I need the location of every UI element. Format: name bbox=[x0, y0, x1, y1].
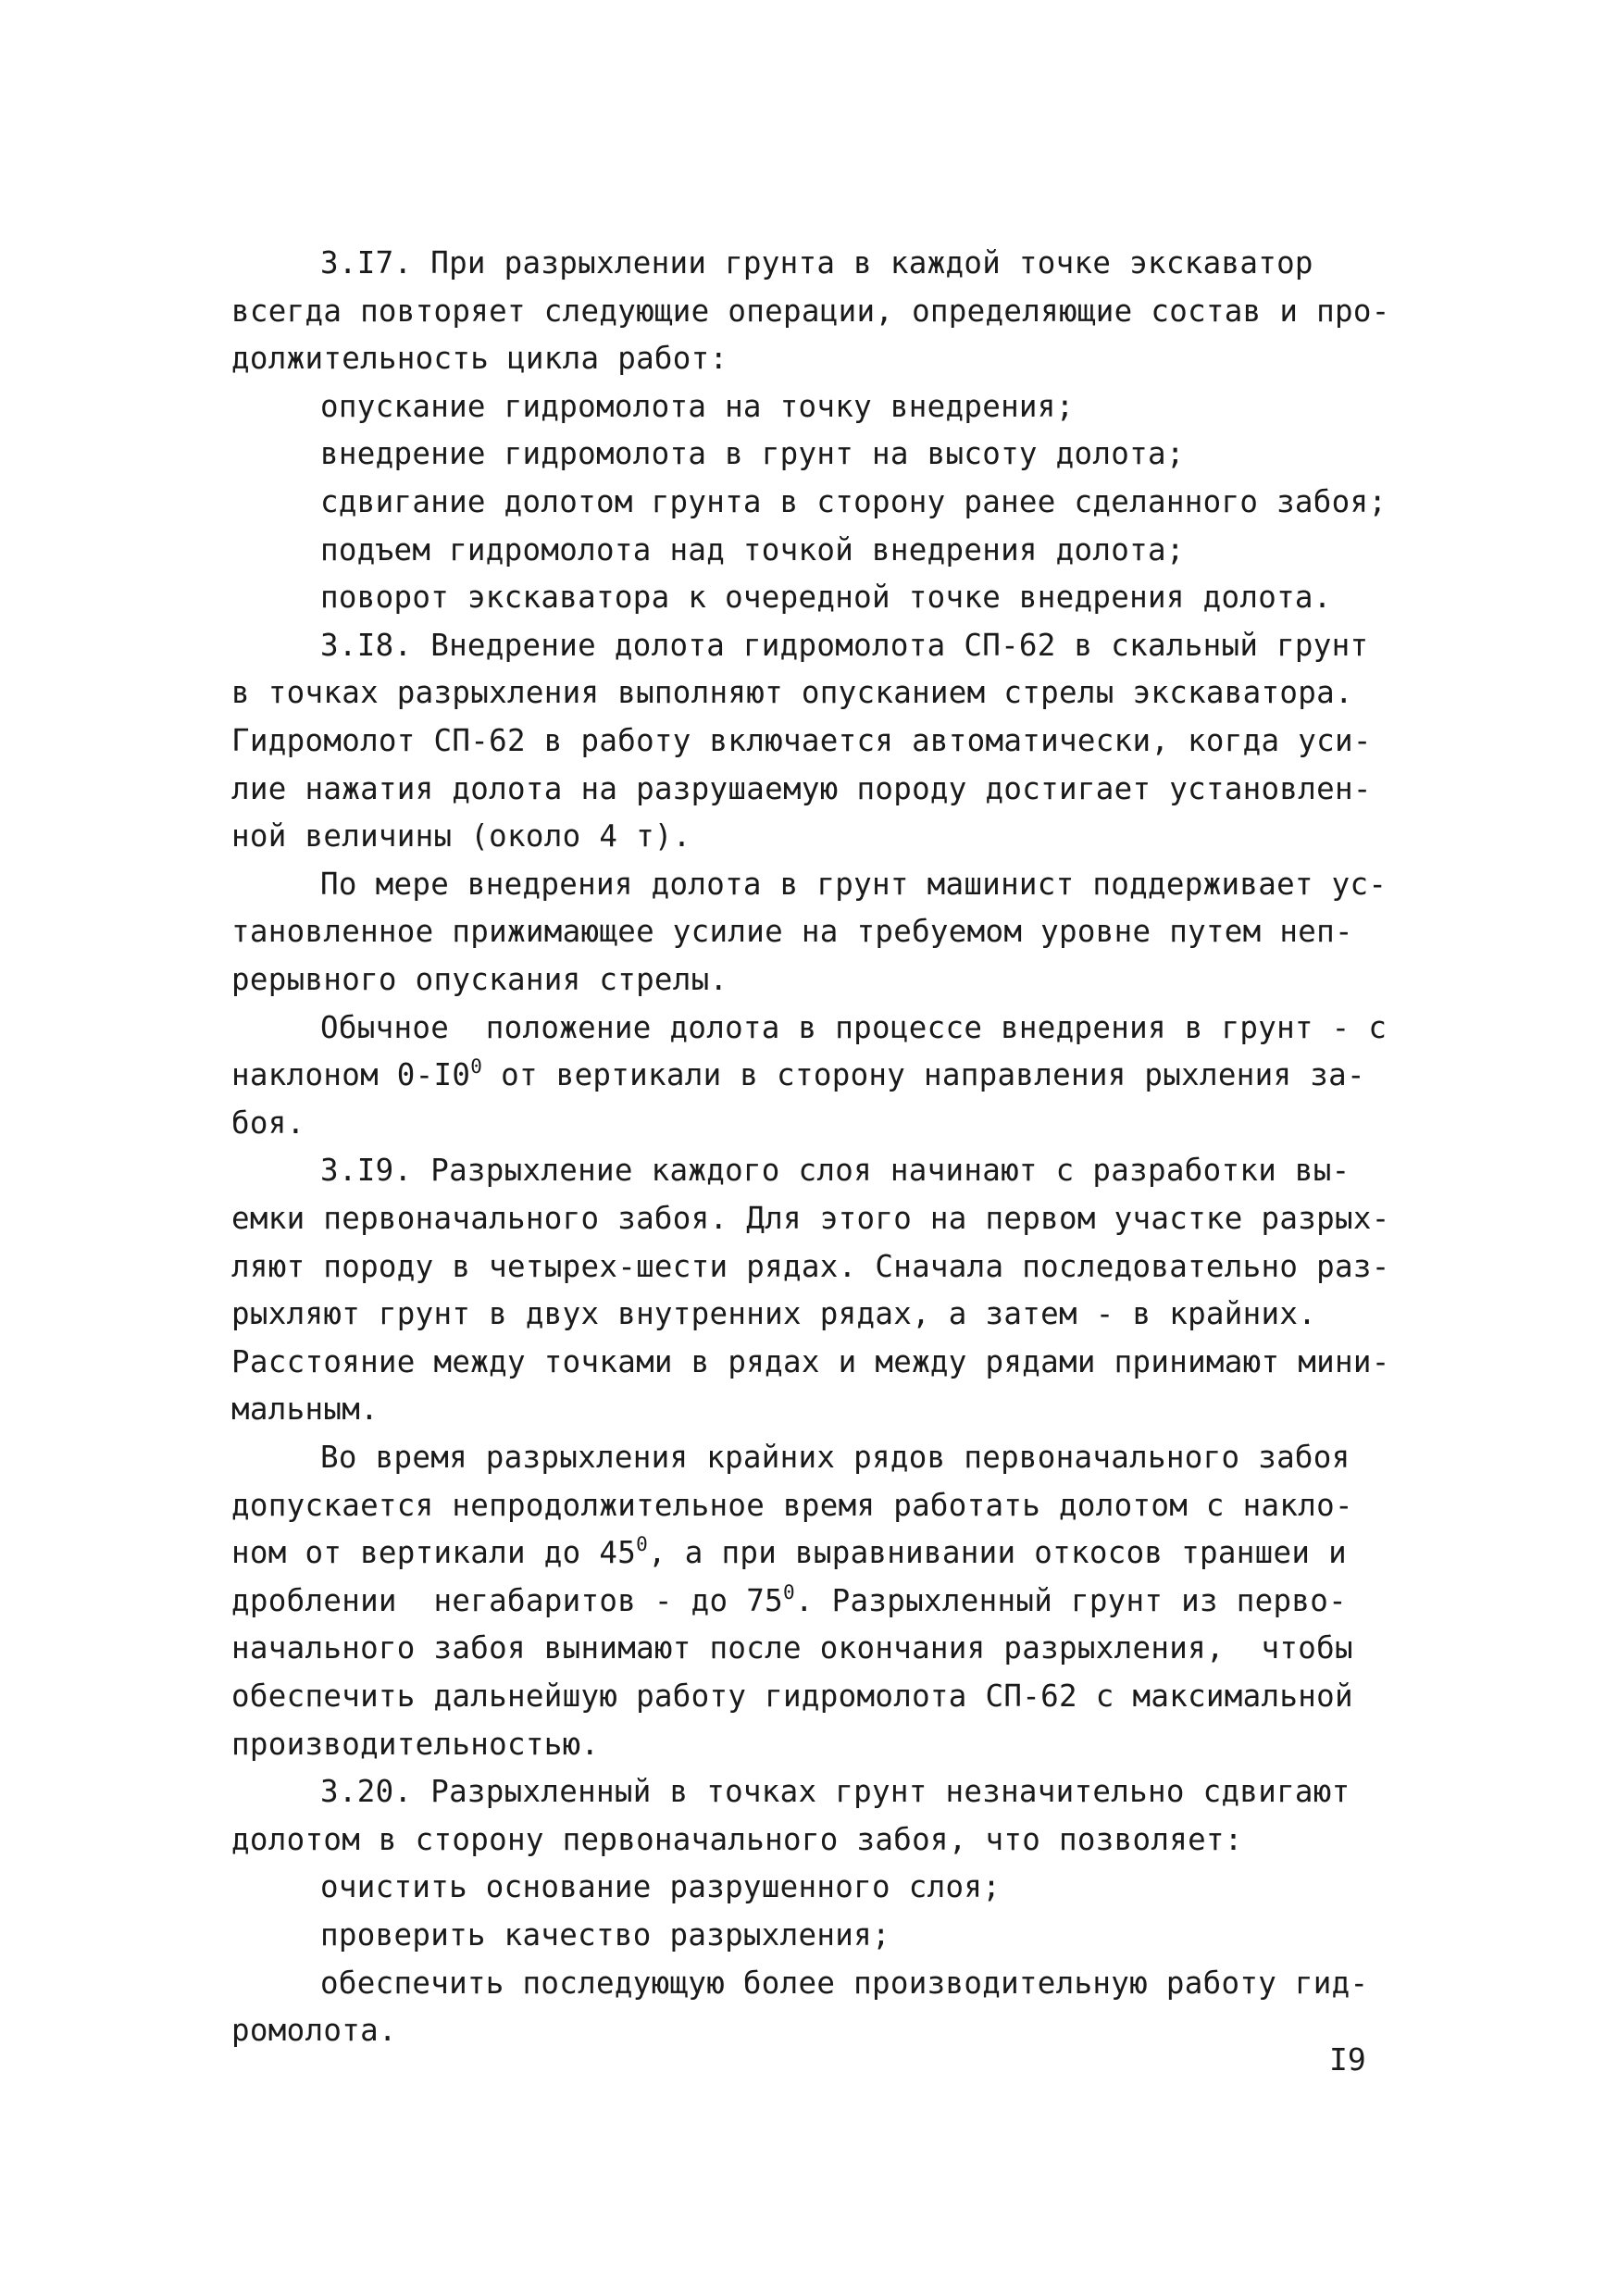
line-text-tail: . Разрыхленный грунт из перво- bbox=[794, 1582, 1347, 1618]
line-text: 3.I9. Разрыхление каждого слоя начинают с разработки вы- bbox=[320, 1153, 1350, 1189]
line-text: Расстояние между точками в рядах и между рядами принимают мини- bbox=[231, 1343, 1390, 1379]
line-text: лие нажатия долота на разрушаемую породу достигает установлен- bbox=[231, 770, 1372, 806]
line-text: дроблении негабаритов - до 75 bbox=[231, 1582, 783, 1618]
line-text: 3.I7. При разрыхлении грунта в каждой точке экскаватор bbox=[320, 245, 1313, 281]
text-line bbox=[231, 1201, 1390, 1236]
text-line bbox=[231, 723, 1372, 758]
line-text: Обычное положение долота в процессе внедрения в грунт - с bbox=[320, 1009, 1388, 1045]
text-line bbox=[231, 1055, 1365, 1093]
text-line bbox=[231, 1533, 1347, 1571]
text-line bbox=[231, 962, 728, 997]
text-line bbox=[231, 1487, 1353, 1523]
text-line bbox=[231, 1726, 600, 1762]
line-text: в точках разрыхления выполняют опусканием стрелы экскаватора. bbox=[231, 675, 1353, 711]
text-line bbox=[320, 484, 1388, 519]
line-text: емки первоначального забоя. Для этого на первом участке разрых- bbox=[231, 1201, 1390, 1236]
text-line bbox=[231, 675, 1353, 711]
line-text: обеспечить последующую более производительную работу гид- bbox=[320, 1965, 1369, 2001]
line-text: наклоном 0-I0 bbox=[231, 1057, 471, 1093]
line-text: Гидромолот СП-62 в работу включается автоматически, когда уси- bbox=[231, 723, 1372, 758]
text-line bbox=[231, 1248, 1390, 1284]
line-text: рыхляют грунт в двух внутренних рядах, а затем - в крайних. bbox=[231, 1296, 1317, 1332]
line-text: начального забоя вынимают после окончания разрыхления, чтобы bbox=[231, 1630, 1353, 1666]
text-line bbox=[320, 866, 1388, 902]
text-line bbox=[320, 1009, 1388, 1045]
text-line bbox=[231, 1296, 1317, 1332]
text-line bbox=[231, 1678, 1353, 1714]
text-line bbox=[320, 627, 1369, 663]
text-line bbox=[320, 1153, 1350, 1189]
line-text-tail: , а при выравнивании откосов траншеи и bbox=[648, 1535, 1347, 1571]
text-line bbox=[231, 818, 691, 855]
line-text: ляют породу в четырех-шести рядах. Сначала последовательно раз- bbox=[231, 1248, 1390, 1284]
line-text: 3.I8. Внедрение долота гидромолота СП-62 в скальный грунт bbox=[320, 627, 1369, 663]
line-text: производительностью. bbox=[231, 1726, 600, 1762]
text-line bbox=[320, 1965, 1369, 2001]
text-line bbox=[320, 388, 1075, 424]
text-line bbox=[320, 531, 1185, 568]
line-text: всегда повторяет следующие операции, определяющие состав и про- bbox=[231, 293, 1390, 329]
text-line bbox=[231, 1391, 379, 1428]
text-line bbox=[231, 1343, 1390, 1379]
text-line bbox=[231, 2013, 397, 2049]
text-line bbox=[231, 914, 1353, 950]
line-text: рерывного опускания стрелы. bbox=[231, 962, 728, 997]
line-text: тановленное прижимающее усилие на требуемом уровне путем неп- bbox=[231, 914, 1353, 950]
line-text: ной величины (около 4 т). bbox=[231, 818, 691, 855]
line-text: поворот экскаватора к очередной точке внедрения долота. bbox=[320, 580, 1332, 616]
text-line bbox=[320, 1442, 1350, 1473]
text-line bbox=[231, 1104, 305, 1141]
text-line bbox=[320, 1869, 1002, 1905]
line-text: ромолота. bbox=[231, 2013, 397, 2049]
line-text: Во время разрыхления крайних рядов первоначального забоя bbox=[320, 1440, 1350, 1475]
superscript-degree: 0 bbox=[783, 1580, 795, 1603]
superscript-degree: 0 bbox=[636, 1533, 649, 1556]
text-line bbox=[320, 436, 1185, 472]
line-text-tail: от вертикали в сторону направления рыхления за- bbox=[482, 1057, 1365, 1093]
text-line bbox=[231, 1821, 1243, 1857]
line-text: должительность цикла работ: bbox=[231, 341, 728, 377]
text-line bbox=[320, 1917, 890, 1953]
line-text: По мере внедрения долота в грунт машинист поддерживает ус- bbox=[320, 866, 1388, 902]
text-line bbox=[231, 341, 728, 377]
line-text: внедрение гидромолота в грунт на высоту долота; bbox=[320, 436, 1185, 472]
line-text: мальным. bbox=[231, 1391, 379, 1428]
text-line bbox=[320, 580, 1332, 616]
line-text: сдвигание долотом грунта в сторону ранее сделанного забоя; bbox=[320, 484, 1388, 519]
line-text: боя. bbox=[231, 1104, 305, 1141]
line-text: долотом в сторону первоначального забоя, что позволяет: bbox=[231, 1821, 1243, 1857]
line-text: ном от вертикали до 45 bbox=[231, 1535, 637, 1571]
text-line bbox=[231, 770, 1372, 806]
text-line bbox=[231, 1580, 1347, 1618]
line-text: допускается непродолжительное время работать долотом с накло- bbox=[231, 1487, 1353, 1523]
text-line bbox=[320, 245, 1313, 281]
line-text: обеспечить дальнейшую работу гидромолота СП-62 с максимальной bbox=[231, 1678, 1353, 1714]
line-text: 3.20. Разрыхленный в точках грунт незначительно сдвигают bbox=[320, 1774, 1350, 1810]
line-text: подъем гидромолота над точкой внедрения долота; bbox=[320, 531, 1185, 568]
text-line bbox=[231, 1630, 1353, 1666]
line-text: проверить качество разрыхления; bbox=[320, 1917, 890, 1953]
text-line bbox=[231, 293, 1390, 329]
line-text: очистить основание разрушенного слоя; bbox=[320, 1869, 1002, 1905]
text-line bbox=[320, 1774, 1350, 1810]
page-number: I9 bbox=[1329, 2041, 1366, 2078]
superscript-degree: 0 bbox=[470, 1055, 483, 1079]
line-text: опускание гидромолота на точку внедрения; bbox=[320, 388, 1075, 424]
